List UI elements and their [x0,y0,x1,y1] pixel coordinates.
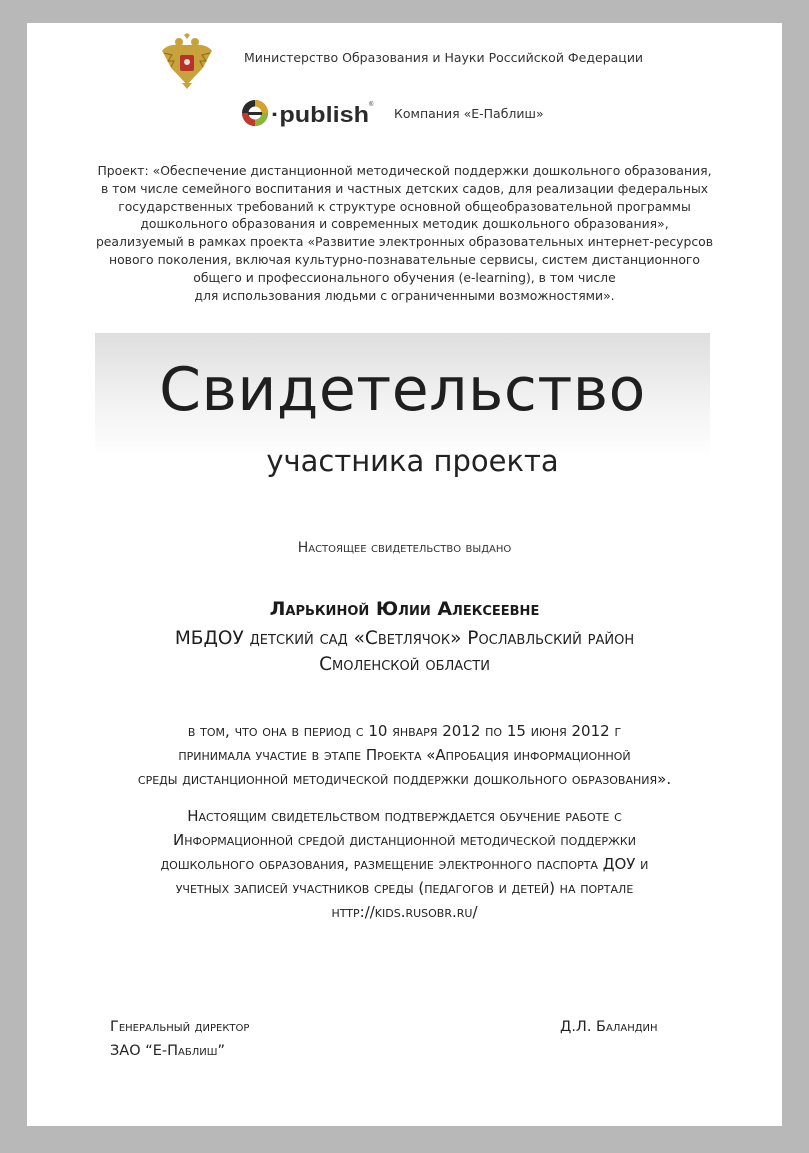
project-line: государственных требований к структуре основной общеобразовательной программы [118,198,691,214]
paragraph-line: Информационной средой дистанционной методической поддержки [173,831,636,849]
paragraph-line: учетных записей участников среды (педагогов и детей) на портале [175,879,634,897]
org-line: МБДОУ детский сад «Светлячок» Рославльский район [174,628,635,649]
project-description [60,162,749,304]
org-line: Смоленской области [319,654,490,675]
svg-text:·publish: ·publish [271,102,369,127]
participation-paragraph [0,719,809,791]
project-line: Проект: «Обеспечение дистанционной методической поддержки дошкольного образования, [97,163,712,178]
certificate-subtitle: участника проекта [266,444,559,478]
project-line: для использования людьми с ограниченными возможностями». [194,287,615,303]
recipient-name: Ларькиной Юлии Алексеевне [269,598,540,620]
confirmation-paragraph [0,804,809,924]
paragraph-line: в том, что она в период с 10 января 2012 по 15 июня 2012 г [187,722,622,740]
position-line: Генеральный директор [110,1019,250,1035]
certificate-title: Свидетельство [159,355,646,425]
project-line: нового поколения, включая культурно-познавательные сервисы, систем дистанционного [108,251,700,267]
epublish-logo [240,96,374,128]
ministry-name: Министерство Образования и Науки Российской Федерации [244,50,644,65]
paragraph-line: дошкольного образования, размещение электронного паспорта ДОУ и [160,855,649,873]
project-line: реализуемый в рамках проекта «Развитие электронных образовательных интернет-ресурсов [95,234,714,250]
issued-to-label: Настоящее свидетельство выдано [297,540,512,556]
paragraph-line: среды дистанционной методической поддержки дошкольного образования». [137,770,672,788]
paragraph-line: Настоящим свидетельством подтверждается обучение работе с [187,807,622,825]
portal-url: http://kids.rusobr.ru/ [331,903,478,921]
position-line: ЗАО “Е-Паблиш” [110,1043,225,1059]
coat-of-arms-icon [160,33,214,89]
paragraph-line: принимала участие в этапе Проекта «Апробация информационной [178,746,631,764]
signatory-name: Д.Л. Баландин [560,1019,658,1035]
project-line: общего и профессионального обучения (e-learning), в том числе [193,269,616,285]
recipient-organization [0,626,809,678]
signatory-position [110,1015,249,1063]
svg-text:®: ® [369,102,374,108]
project-line: в том числе семейного воспитания и частных детских садов, для реализации федеральных [100,180,709,196]
project-line: дошкольного образования и современных методик дошкольного образования», [140,216,669,232]
company-name: Компания «Е-Паблиш» [394,106,544,121]
